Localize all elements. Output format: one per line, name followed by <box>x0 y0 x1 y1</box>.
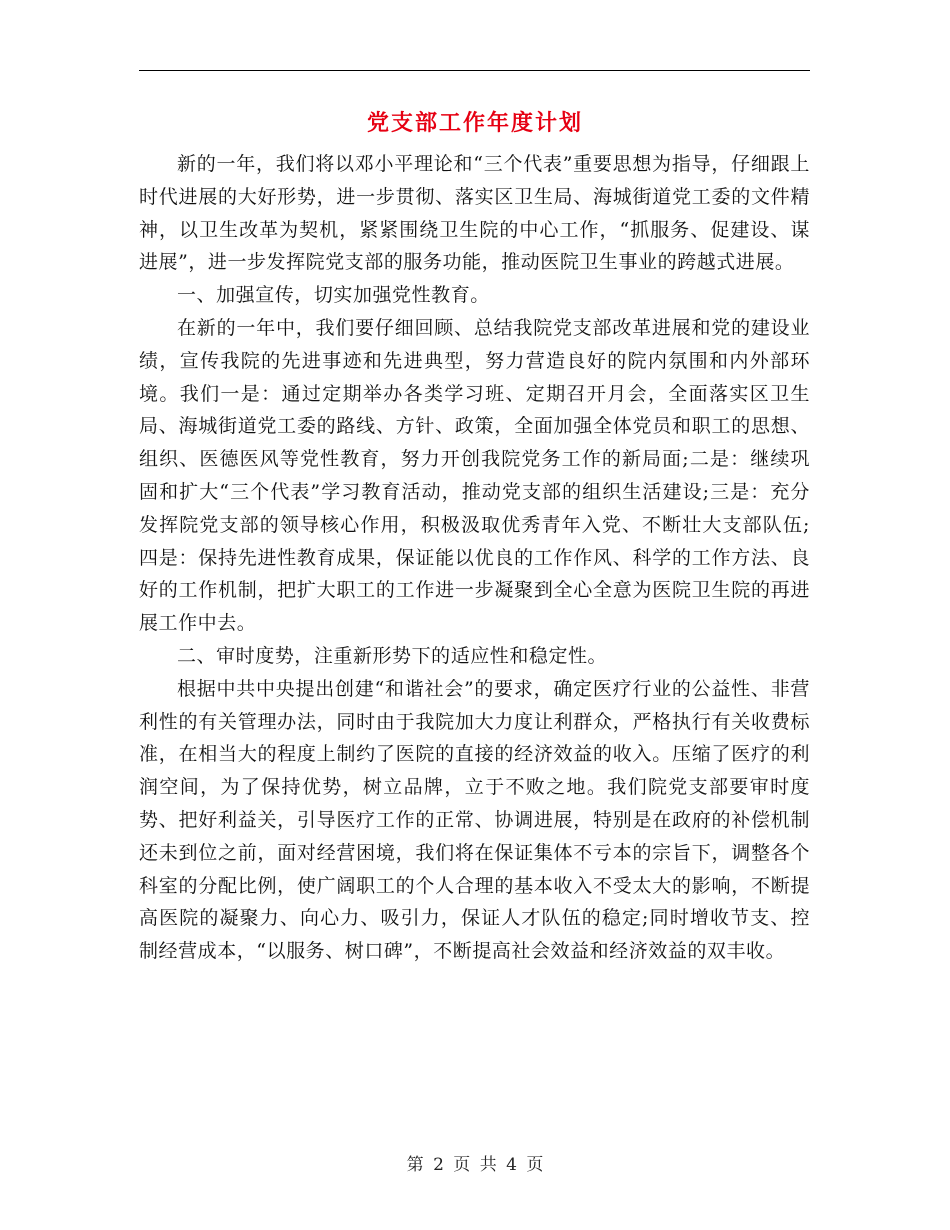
document-body <box>139 148 810 968</box>
page-footer: 第 2 页 共 4 页 <box>406 1155 544 1175</box>
section-heading-2: 二、审时度势，注重新形势下的适应性和稳定性。 <box>177 644 608 667</box>
header-rule <box>139 70 810 71</box>
section-heading-1: 一、加强宣传，切实加强党性教育。 <box>177 284 490 307</box>
paragraph-section-1: 在新的一年中，我们要仔细回顾、总结我院党支部改革进展和党的建设业绩，宣传我院的先进事迹和先进典型，努力营造良好的院内氛围和内外部环境。我们一是：通过定期举办各类学习班、定期召开月会，全面落实区卫生局、海城街道党工委的路线、方针、政策，全面加强全体党员和职工的思想、组织、医德医风等党性教育，努力开创我院党务工作的新局面;二是：继续巩固和扩大“三个代表”学习教育活动，推动党支部的组织生活建设;三是：充分发挥院党支部的领导核心作用，积极汲取优秀青年入党、不断壮大支部队伍;四是：保持先进性教育成果，保证能以优良的工作作风、科学的工作方法、良好的工作机制，把扩大职工的工作进一步凝聚到全心全意为医院卫生院的再进展工作中去。 <box>139 316 810 635</box>
paragraph-intro: 新的一年，我们将以邓小平理论和“三个代表”重要思想为指导，仔细跟上时代进展的大好形势，进一步贯彻、落实区卫生局、海城街道党工委的文件精神，以卫生改革为契机，紧紧围绕卫生院的中心工作，“抓服务、促建设、谋进展”，进一步发挥院党支部的服务功能，推动医院卫生事业的跨越式进展。 <box>139 153 810 274</box>
document-title: 党支部工作年度计划 <box>366 110 583 136</box>
paragraph-section-2: 根据中共中央提出创建“和谐社会”的要求，确定医疗行业的公益性、非营利性的有关管理办法，同时由于我院加大力度让利群众，严格执行有关收费标准，在相当大的程度上制约了医院的直接的经济效益的收入。压缩了医疗的利润空间，为了保持优势，树立品牌，立于不败之地。我们院党支部要审时度势、把好利益关，引导医疗工作的正常、协调进展，特别是在政府的补偿机制还未到位之前，面对经营困境，我们将在保证集体不亏本的宗旨下，调整各个科室的分配比例，使广阔职工的个人合理的基本收入不受太大的影响，不断提高医院的凝聚力、向心力、吸引力，保证人才队伍的稳定;同时增收节支、控制经营成本，“以服务、树口碑”，不断提高社会效益和经济效益的双丰收。 <box>139 677 810 963</box>
